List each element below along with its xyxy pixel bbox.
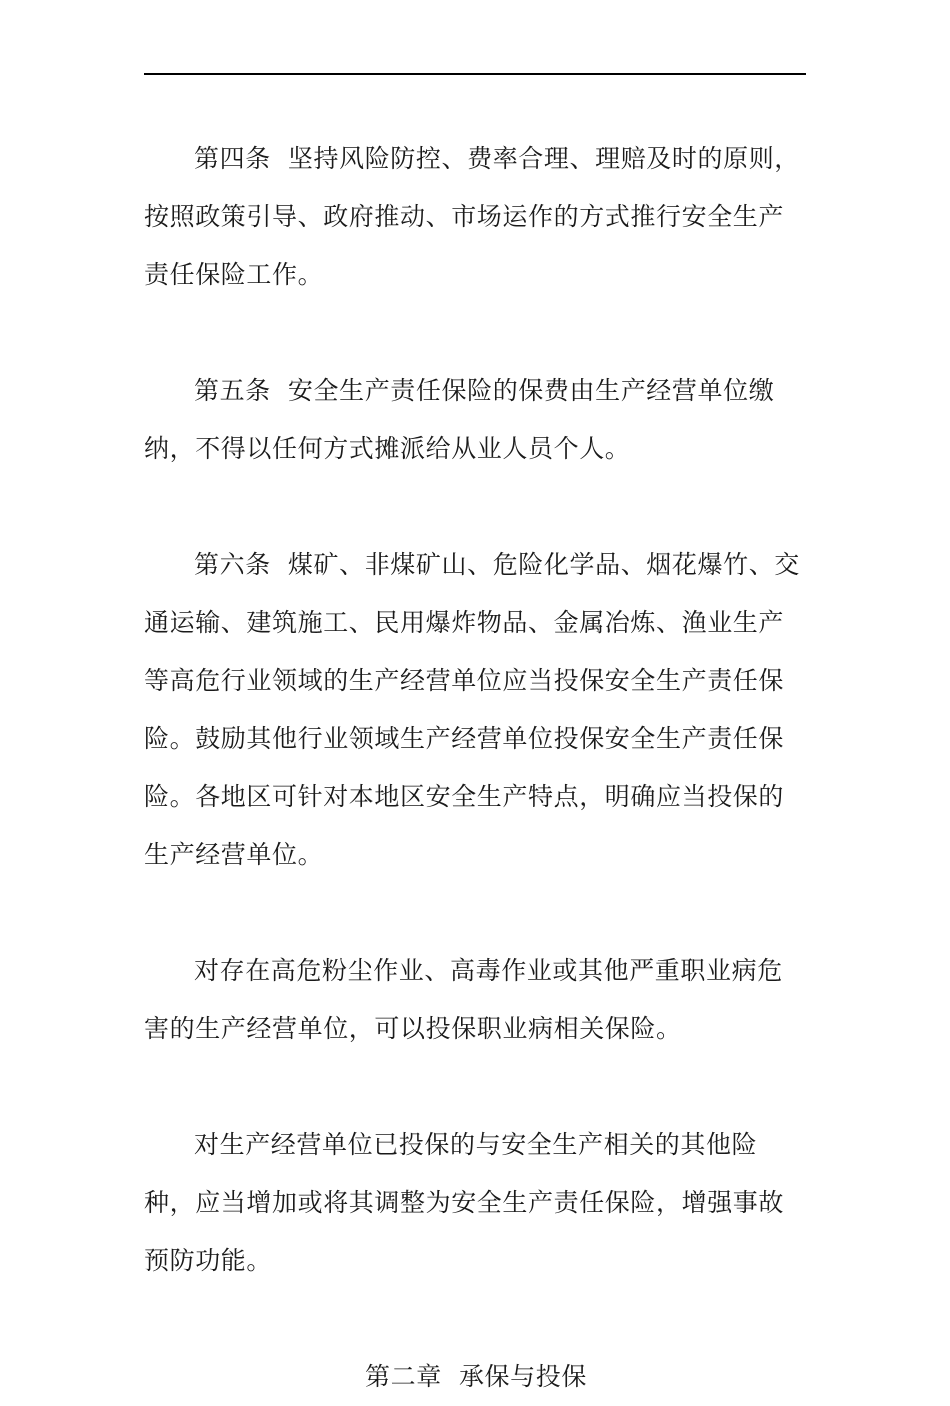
occupational-disease-paragraph: 对存在高危粉尘作业、高毒作业或其他严重职业病危害的生产经营单位，可以投保职业病相关保险。: [144, 956, 783, 1043]
other-insurance-paragraph: 对生产经营单位已投保的与安全生产相关的其他险种，应当增加或将其调整为安全生产责任保险，增强事故预防功能。: [144, 1130, 785, 1275]
chapter-heading: 第二章 承保与投保: [365, 1362, 587, 1391]
article-4-paragraph: 第四条 坚持风险防控、费率合理、理赔及时的原则，按照政策引导、政府推动、市场运作的方式推行安全生产责任保险工作。: [144, 144, 800, 289]
document-body: [144, 130, 808, 1406]
article-5-paragraph: 第五条 安全生产责任保险的保费由生产经营单位缴纳，不得以任何方式摊派给从业人员个人。: [144, 376, 775, 463]
article-6-paragraph: 第六条 煤矿、非煤矿山、危险化学品、烟花爆竹、交通运输、建筑施工、民用爆炸物品、金属冶炼、渔业生产等高危行业领域的生产经营单位应当投保安全生产责任保险。鼓励其他行业领域生产经营单位投保安全生产责任保险。各地区可针对本地区安全生产特点，明确应当投保的生产经营单位。: [144, 550, 800, 869]
header-rule: [144, 73, 806, 75]
